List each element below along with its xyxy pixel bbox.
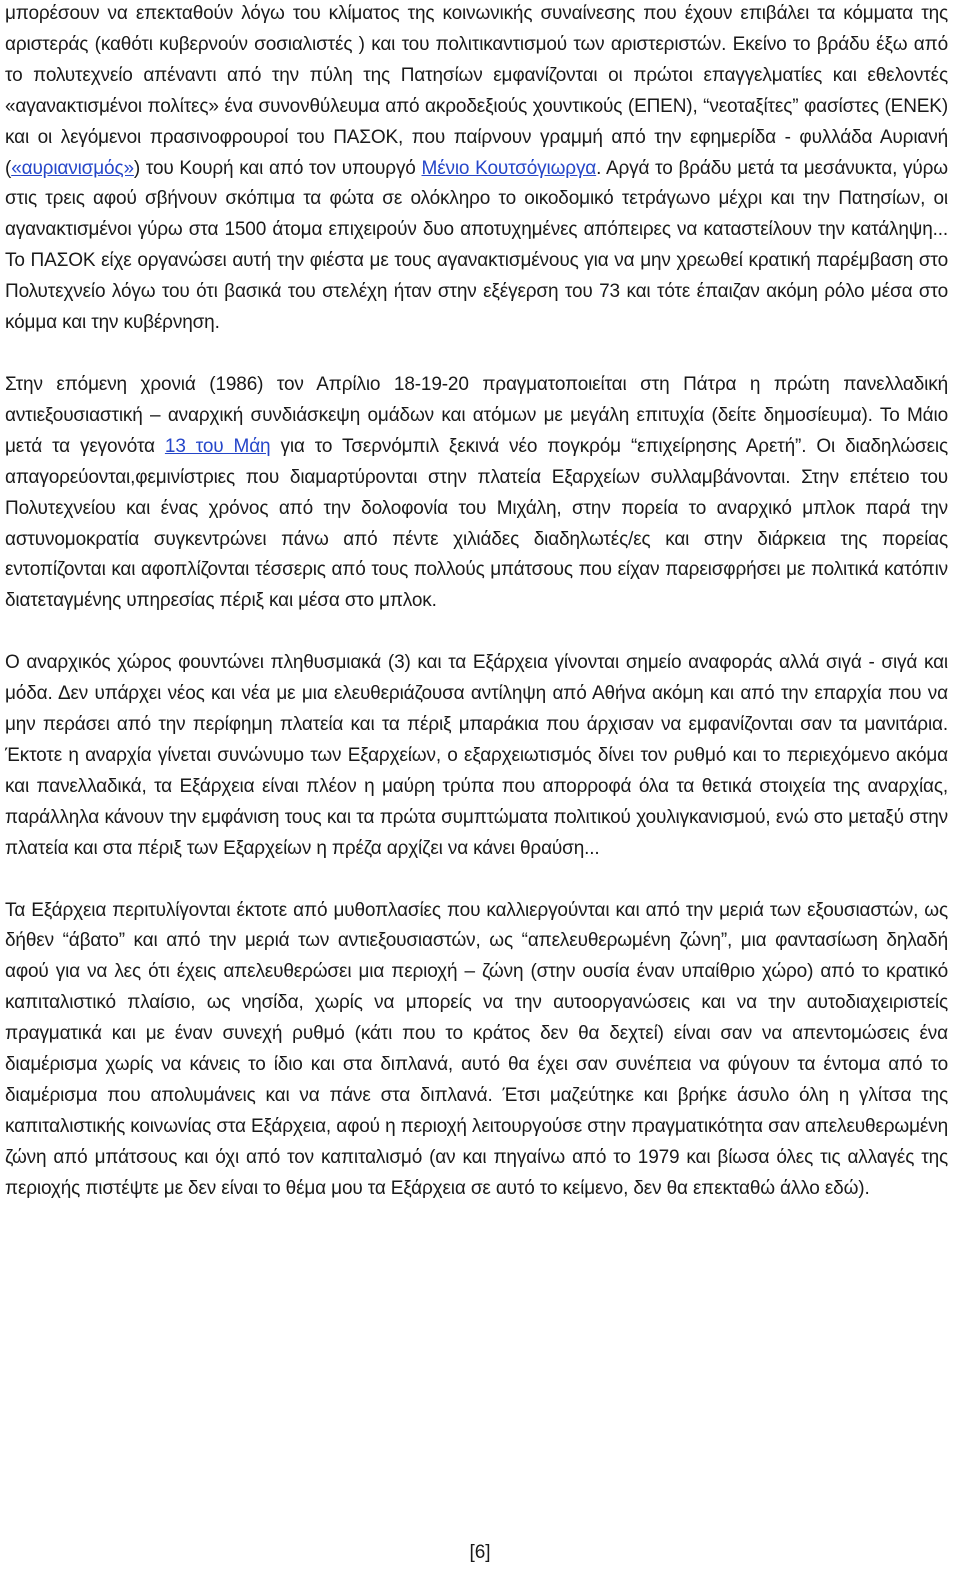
link-13-tou-mai[interactable]: 13 του Μάη	[164, 435, 271, 457]
link-avrianismos[interactable]: «αυριανισμός»	[11, 157, 134, 179]
text-run: . Αργά το βράδυ μετά τα μεσάνυκτα, γύρω στις τρεις αφού σβήνουν σκόπιμα τα φώτα σε ολόκληρο το οικοδομικό τετράγωνο μέχρι και την Πατησίων, οι αγανακτισμένοι γύρω στα 1500 άτομα επιχειρούν δυο αποτυχημένες απόπειρες να καταστείλουν την κατάληψη... Το ΠΑΣΟΚ είχε οργανώσει αυτή την φιέστα με τους αγανακτισμένους για να μην χρεωθεί κρατική παρέμβαση στο Πολυτεχνείο λόγω του ότι βασικά του στελέχη ήταν στην εξέγερση του 73 και τότε έπαιζαν ακόμη ρόλο μέσα στο κόμμα και την κυβέρνηση.	[5, 157, 948, 334]
text-run: για το Τσερνόμπιλ ξεκινά νέο πογκρόμ “επιχείρησης Αρετή”. Οι διαδηλώσεις απαγορεύονται,φεμινίστριες που διαμαρτύρονται στην πλατεία Εξαρχείων συλλαμβάνονται. Στην επέτειο του Πολυτεχνείου και ένας χρόνος από την δολοφονία του Μιχάλη, στην πορεία το αναρχικό μπλοκ παρά την αστυνομοκρατία συγκεντρώνει πάνω από πέντε χιλιάδες διαδηλωτές/ες και στην διάρκεια της πορείας εντοπίζονται και αφοπλίζονται τέσσερις από τους πολλούς μπάτσους που είχαν παρεισφρήσει με πολιτικά κατόπιν διατεταγμένης υπηρεσίας πέριξ και μέσα στο μπλοκ.	[5, 435, 949, 612]
paragraph-1	[5, 0, 948, 339]
text-run: ) του Κουρή και από τον υπουργό	[133, 157, 422, 179]
text-run: μπορέσουν να επεκταθούν λόγω του κλίματος της κοινωνικής συναίνεσης που έχουν επιβάλει τα κόμματα της αριστεράς (καθότι κυβερνούν σοσιαλιστές ) και του πολιτικαντισμού των αριστεριστών. Εκείνο το βράδυ έξω από το πολυτεχνείο απέναντι από την πύλη της Πατησίων εμφανίζονται οι πρώτοι επαγγελματίες και εθελοντές «αγανακτισμένοι πολίτες» ένα συνονθύλευμα από ακροδεξιούς χουντικούς (ΕΠΕΝ), “νεοταξίτες” φασίστες (ΕΝΕΚ) και οι λεγόμενοι πρασινοφρουροί του ΠΑΣΟΚ, που παίρνουν γραμμή από την εφημερίδα - φυλλάδα Αυριανή (	[5, 3, 948, 179]
text-run: Στην επόμενη χρονιά (1986) τον Απρίλιο 18-19-20 πραγματοποιείται στη Πάτρα η πρώτη πανελλαδική αντιεξουσιαστική – αναρχική συνδιάσκεψη ομάδων και ατόμων με μεγάλη επιτυχία (δείτε δημοσίευμα). Το Μάιο μετά τα γεγονότα	[5, 373, 948, 457]
text-run: Ο αναρχικός χώρος φουντώνει πληθυσμιακά (3) και τα Εξάρχεια γίνονται σημείο αναφοράς αλλά σιγά - σιγά και μόδα. Δεν υπάρχει νέος και νέα με μια ελευθεριάζουσα αντίληψη από Αθήνα ακόμη και από την επαρχία που να μην περάσει από την περίφημη πλατεία και τα πέριξ μπαράκια που άρχισαν να εμφανίζονται σαν τα μανιτάρια. Έκτοτε η αναρχία γίνεται συνώνυμο των Εξαρχείων, ο εξαρχειωτισμός δίνει τον ρυθμό και το περιεχόμενο ακόμα και πανελλαδικά, τα Εξάρχεια είναι πλέον η μαύρη τρύπα που απορροφά όλα τα θετικά στοιχεία της αναρχίας, παράλληλα κάνουν την εμφάνιση τους και τα πρώτα συμπτώματα πολιτικού χουλιγκανισμού, ενώ στο μεταξύ στην πλατεία και στα πέριξ των Εξαρχείων η πρέζα αρχίζει να κάνει θραύση...	[5, 652, 948, 859]
paragraph-4	[5, 896, 948, 1205]
page-number: [6]	[469, 1542, 491, 1563]
text-run: Τα Εξάρχεια περιτυλίγονται έκτοτε από μυθοπλασίες που καλλιεργούνται και από την μεριά των εξουσιαστών, ως δήθεν “άβατο” και από την μεριά των αντιεξουσιαστών, ως “απελευθερωμένη ζώνη”, μια φαντασίωση δηλαδή αφού για να λες ότι έχεις απελευθερώσει μια περιοχή – ζώνη (στην ουσία έναν υπαίθριο χώρο) από το κρατικό καπιταλιστικό πλαίσιο, ως νησίδα, χωρίς να μπορείς να την αυτοοργανώσεις και να την αυτοδιαχειριστείς πραγματικά και με έναν συνεχή ρυθμό (κάτι που το κράτος δεν θα δεχτεί) είναι σαν να απεντομώσεις ένα διαμέρισμα χωρίς να κάνεις το ίδιο και στα διπλανά, αυτό θα έχει σαν συνέπεια να φύγουν τα έντομα από το διαμέρισμα που απολυμάνεις και να πάνε στα διπλανά. Έτσι μαζεύτηκε και βρήκε άσυλο όλη η γλίτσα της καπιταλιστικής κοινωνίας στα Εξάρχεια, αφού η περιοχή λειτουργούσε στην πραγματικότητα σαν απελευθερωμένη ζώνη από μπάτσους και όχι από τον καπιταλισμό (αν και πηγαίνω από το 1979 και βίωσα όλες τις αλλαγές της περιοχής πιστέψτε με δεν είναι το θέμα μου τα Εξάρχεια σε αυτό το κείμενο, δεν θα επεκταθώ άλλο εδώ).	[5, 899, 948, 1199]
link-menios-koutsogiorgas[interactable]: Μένιο Κουτσόγιωργα	[421, 157, 597, 179]
document-page	[5, 0, 948, 1205]
paragraph-2	[5, 370, 948, 617]
paragraph-3	[5, 648, 948, 864]
